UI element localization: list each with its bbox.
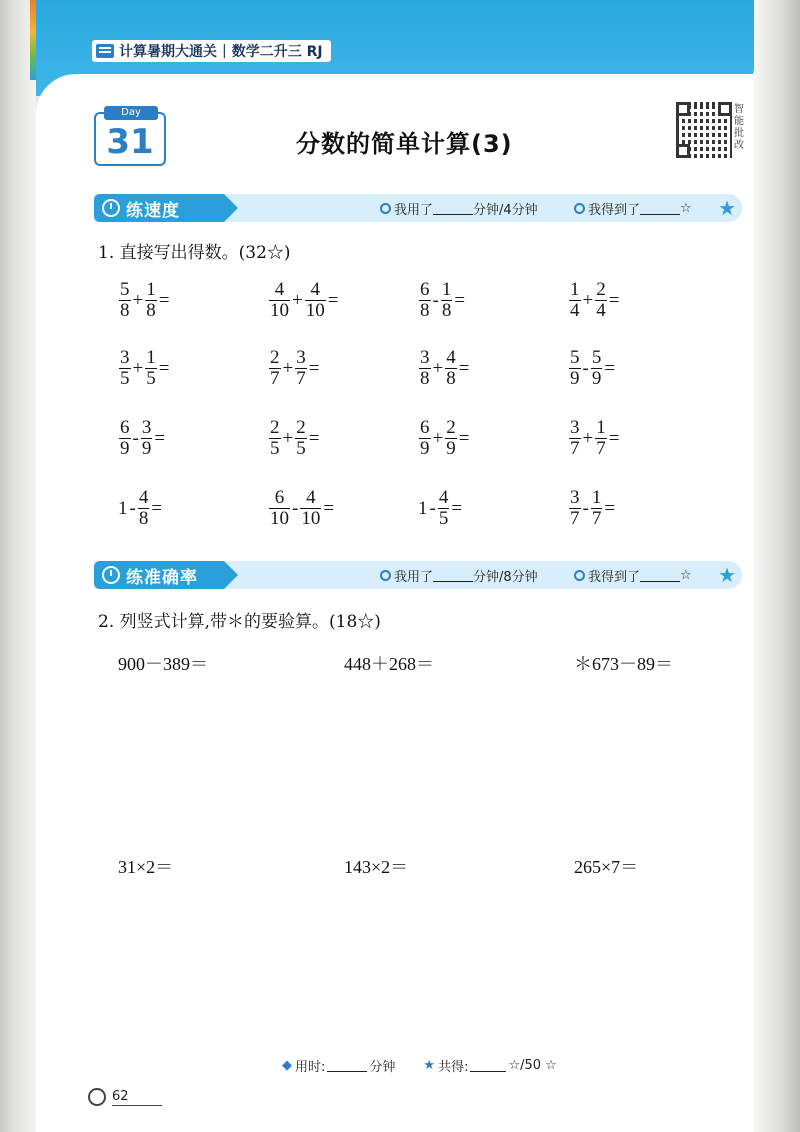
section-tab-speed	[94, 194, 224, 222]
fraction	[569, 418, 581, 459]
fraction-problem	[418, 348, 470, 389]
numerator: 1	[441, 279, 452, 300]
denominator: 8	[120, 300, 130, 321]
numerator: 4	[274, 279, 285, 300]
time-prefix: 我用了	[394, 570, 434, 585]
footer-total-label: 共得:	[438, 1060, 469, 1075]
star-icon: ★	[423, 1058, 436, 1073]
numerator: 3	[570, 417, 580, 438]
qr-corner	[676, 144, 690, 158]
fraction	[145, 348, 157, 389]
book-icon	[96, 44, 114, 58]
denominator: 4	[570, 300, 580, 321]
fraction	[141, 418, 153, 459]
fraction-problem	[568, 488, 616, 529]
sun-icon	[88, 1088, 106, 1106]
operator: -	[582, 357, 589, 379]
numerator: 3	[141, 417, 152, 438]
time-used	[380, 566, 538, 585]
fraction	[595, 418, 607, 459]
denominator: 7	[596, 438, 606, 459]
section-bar-speed	[94, 194, 742, 222]
denominator: 8	[446, 368, 456, 389]
numerator: 4	[446, 347, 456, 368]
denominator: 5	[270, 438, 280, 459]
denominator: 9	[141, 438, 152, 459]
fraction-problem	[268, 488, 335, 529]
denominator: 7	[270, 368, 280, 389]
equals-sign: =	[608, 289, 620, 311]
equals-sign: =	[158, 289, 170, 311]
equals-sign: =	[327, 289, 339, 311]
operator: +	[282, 427, 294, 449]
equals-sign: =	[458, 357, 470, 379]
fraction	[595, 280, 607, 321]
fraction	[295, 418, 307, 459]
clock-icon	[380, 570, 391, 581]
operator: +	[582, 289, 594, 311]
denominator: 8	[420, 368, 430, 389]
fraction	[419, 418, 431, 459]
fraction	[300, 488, 321, 529]
time-blank[interactable]	[433, 202, 473, 215]
fraction-problem	[568, 280, 620, 321]
stopwatch-icon	[102, 199, 120, 217]
denominator: 9	[446, 438, 456, 459]
time-suffix: 分钟/4分钟	[473, 203, 538, 218]
denominator: 10	[270, 508, 289, 529]
score-prefix: 我得到了	[588, 203, 641, 218]
fraction	[569, 348, 581, 389]
vertical-calc-problem: 265×7＝	[574, 857, 639, 877]
qr-corner	[676, 102, 690, 116]
denominator: 10	[301, 508, 321, 529]
denominator: 8	[420, 300, 430, 321]
equals-sign: =	[454, 289, 466, 311]
equals-sign: =	[604, 497, 616, 519]
operator: -	[129, 497, 136, 519]
footer-total-suffix: ☆/50 ☆	[508, 1058, 557, 1073]
clock-icon	[380, 203, 391, 214]
decorative-star-icon: ★	[718, 196, 736, 220]
fraction	[119, 280, 131, 321]
operator: +	[432, 427, 444, 449]
fraction-problem	[568, 348, 616, 389]
equals-sign: =	[323, 497, 335, 519]
footer-time-unit: 分钟	[369, 1060, 396, 1075]
numerator: 4	[438, 487, 449, 508]
equals-sign: =	[154, 427, 166, 449]
fraction-problem	[118, 348, 170, 389]
fraction	[419, 348, 431, 389]
numerator: 1	[596, 417, 606, 438]
question-1-prompt: 1. 直接写出得数。(32☆)	[98, 243, 291, 263]
numerator: 2	[270, 417, 280, 438]
page-edge-right	[754, 0, 800, 1132]
numerator: 6	[120, 417, 130, 438]
qr-corner	[718, 102, 732, 116]
page-number	[88, 1088, 162, 1106]
fraction	[445, 348, 457, 389]
fraction	[119, 418, 131, 459]
fraction-problem	[268, 348, 320, 389]
score-blank[interactable]	[640, 569, 680, 582]
numerator: 3	[570, 487, 580, 508]
numerator: 6	[420, 417, 430, 438]
fraction	[269, 488, 290, 529]
header-separator: |	[222, 43, 227, 59]
fraction-problem	[268, 280, 339, 321]
section-bar-accuracy	[94, 561, 742, 589]
section-tab-accuracy	[94, 561, 224, 589]
denominator: 7	[591, 508, 602, 529]
operator: -	[582, 497, 589, 519]
operator: -	[132, 427, 139, 449]
numerator: 3	[120, 347, 130, 368]
denominator: 5	[120, 368, 130, 389]
operator: +	[582, 427, 594, 449]
qr-caption: 智能批改	[734, 104, 744, 151]
denominator: 5	[146, 368, 156, 389]
numerator: 3	[420, 347, 430, 368]
fraction	[305, 280, 326, 321]
numerator: 2	[296, 417, 306, 438]
denominator: 7	[296, 368, 306, 389]
day-number: 31	[106, 122, 154, 162]
whole-number: 1	[118, 497, 128, 519]
denominator: 9	[570, 368, 580, 389]
fraction-problem	[268, 418, 320, 459]
score-blank[interactable]	[640, 202, 680, 215]
qr-code[interactable]	[676, 102, 732, 158]
fraction	[145, 280, 157, 321]
whole-number: 1	[418, 497, 428, 519]
check-icon	[574, 570, 585, 581]
fraction-problem	[118, 488, 163, 529]
operator: +	[292, 289, 303, 311]
series-subtitle: 数学二升三 RJ	[231, 44, 323, 60]
fraction	[569, 280, 581, 321]
vertical-calc-problem: 900－389＝	[118, 654, 208, 674]
equals-sign: =	[308, 427, 320, 449]
denominator: 9	[120, 438, 130, 459]
operator: +	[432, 357, 444, 379]
fraction	[445, 418, 457, 459]
denominator: 8	[138, 508, 149, 529]
fraction-problem	[118, 418, 166, 459]
denominator: 4	[596, 300, 606, 321]
denominator: 7	[570, 438, 580, 459]
numerator: 6	[274, 487, 285, 508]
score-earned	[574, 199, 692, 218]
target-icon	[102, 566, 120, 584]
denominator: 9	[420, 438, 430, 459]
page-number-text: 62	[112, 1089, 162, 1106]
numerator: 5	[570, 347, 580, 368]
footer-total-blank[interactable]	[470, 1059, 506, 1072]
score-earned	[574, 566, 692, 585]
numerator: 4	[138, 487, 149, 508]
fraction	[591, 348, 603, 389]
footer-time-label: 用时:	[295, 1060, 326, 1075]
equals-sign: =	[308, 357, 320, 379]
worksheet-page	[36, 74, 754, 1132]
fraction	[441, 280, 453, 321]
star-icon: ☆	[680, 201, 692, 216]
time-prefix: 我用了	[394, 203, 434, 218]
denominator: 8	[441, 300, 452, 321]
operator: -	[292, 497, 299, 519]
series-header	[92, 40, 331, 62]
operator: +	[282, 357, 294, 379]
numerator: 1	[570, 279, 580, 300]
footer-time-blank[interactable]	[327, 1059, 367, 1072]
fraction	[438, 488, 450, 529]
numerator: 1	[146, 347, 156, 368]
fraction	[269, 280, 290, 321]
vertical-calc-problem: 31×2＝	[118, 857, 174, 877]
fraction-problem	[568, 418, 620, 459]
time-suffix: 分钟/8分钟	[473, 570, 538, 585]
time-used	[380, 199, 538, 218]
equals-sign: =	[451, 497, 463, 519]
operator: -	[432, 289, 439, 311]
fraction	[119, 348, 131, 389]
fraction	[138, 488, 150, 529]
star-icon: ☆	[680, 568, 692, 583]
fraction-problem	[118, 280, 170, 321]
series-title: 计算暑期大通关	[119, 44, 217, 60]
numerator: 5	[591, 347, 602, 368]
operator: -	[429, 497, 436, 519]
page-edge-left	[0, 0, 36, 1132]
denominator: 10	[305, 300, 325, 321]
fraction	[569, 488, 581, 529]
numerator: 1	[591, 487, 602, 508]
lesson-title: 分数的简单计算(3)	[296, 130, 513, 158]
denominator: 5	[296, 438, 306, 459]
numerator: 4	[306, 487, 316, 508]
numerator: 3	[296, 347, 306, 368]
check-icon	[574, 203, 585, 214]
numerator: 2	[270, 347, 280, 368]
operator: +	[132, 289, 144, 311]
section-label: 练速度	[126, 200, 180, 221]
fraction	[295, 348, 307, 389]
score-prefix: 我得到了	[588, 570, 641, 585]
denominator: 10	[270, 300, 289, 321]
fraction	[269, 348, 281, 389]
vertical-calc-problem: ＊673－89＝	[574, 654, 673, 674]
footer-summary	[282, 1056, 557, 1075]
fraction-problem	[418, 488, 463, 529]
decorative-star-icon: ★	[718, 563, 736, 587]
day-label: Day	[104, 106, 158, 120]
equals-sign: =	[458, 427, 470, 449]
day-badge	[94, 107, 166, 166]
denominator: 7	[570, 508, 580, 529]
numerator: 1	[146, 279, 156, 300]
time-blank[interactable]	[433, 569, 473, 582]
numerator: 6	[420, 279, 430, 300]
fraction-problem	[418, 280, 466, 321]
denominator: 5	[438, 508, 449, 529]
numerator: 5	[120, 279, 130, 300]
numerator: 4	[310, 279, 320, 300]
section-label: 练准确率	[126, 567, 198, 588]
denominator: 8	[146, 300, 156, 321]
fraction	[269, 418, 281, 459]
vertical-calc-problem: 448＋268＝	[344, 654, 434, 674]
fraction	[419, 280, 431, 321]
numerator: 2	[446, 417, 456, 438]
denominator: 9	[591, 368, 602, 389]
hourglass-icon: ◆	[282, 1058, 292, 1073]
vertical-calc-problem: 143×2＝	[344, 857, 409, 877]
operator: +	[132, 357, 144, 379]
equals-sign: =	[158, 357, 170, 379]
equals-sign: =	[151, 497, 163, 519]
equals-sign: =	[608, 427, 620, 449]
equals-sign: =	[604, 357, 616, 379]
fraction-problem	[418, 418, 470, 459]
numerator: 2	[596, 279, 606, 300]
question-2-prompt: 2. 列竖式计算,带＊的要验算。(18☆)	[98, 612, 381, 632]
fraction	[591, 488, 603, 529]
